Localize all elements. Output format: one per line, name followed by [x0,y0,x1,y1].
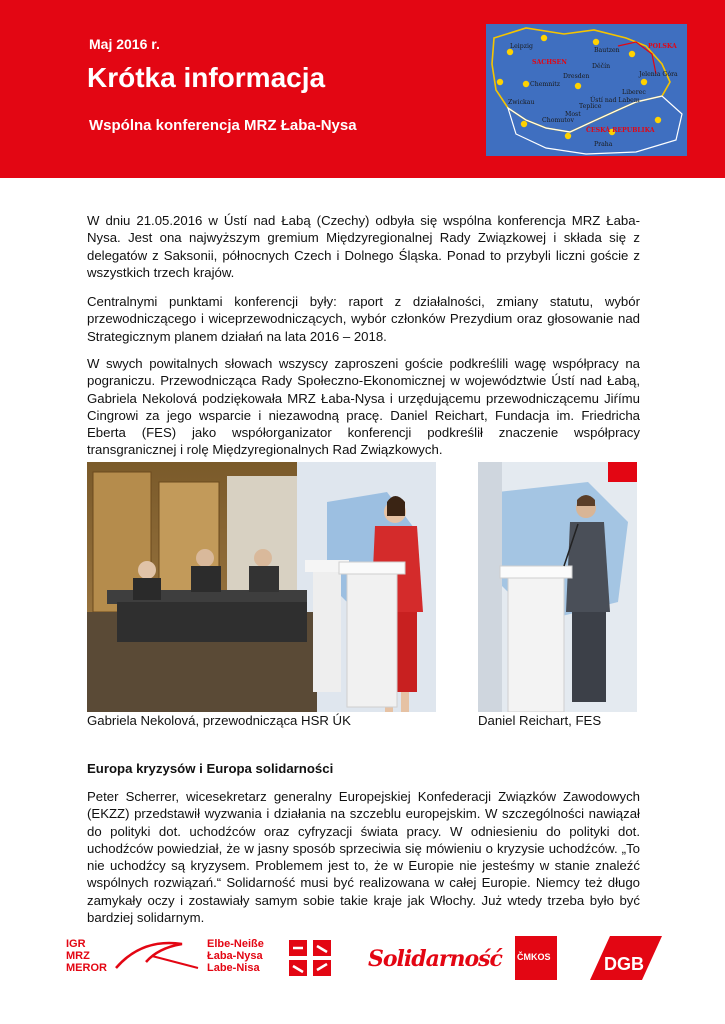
map-label-usti: Ústí nad Labem [590,97,640,104]
map-label-praha: Praha [594,141,613,148]
logo-igr-line-2: MRZ [66,950,90,962]
logo-solidarnosc: Solidarność [368,946,502,972]
logo-igr-line-3: MEROR [66,962,107,974]
map-label-jelenia: Jelenia Góra [639,71,678,78]
map-label-decin: Děčín [592,63,611,70]
logo-cmkos-text: ČMKOS [517,952,551,962]
logo-elbe [207,938,264,974]
map-label-bautzen: Bautzen [594,47,620,54]
page-title: Krótka informacja [87,62,326,93]
issue-date: Maj 2016 r. [89,36,160,52]
footer-logos [0,928,725,988]
logo-opzz-icon [287,936,335,980]
header-banner [0,0,725,178]
section-heading: Europa kryzysów i Europa solidarności [87,761,334,776]
paragraph-1: W dniu 21.05.2016 w Ústí nad Łabą (Czechy) odbyła się wspólna konferencja MRZ Łaba-Nysa. Jest ona najwyższym gremium Międzyregionalnej Rady Związkowej i składa się z delegatów z Saksonii, północnych Czech i Dolnego Śląska. Ponad to przybyli liczni goście z wszystkich trzech krajów. [87,213,640,280]
logo-elbe-line-1: Elbe-Neiße [207,938,264,950]
logo-dgb-text: DGB [604,954,644,974]
map-label-chomutov: Chomutov [542,117,575,124]
map-label-poland: POLSKA [648,43,677,50]
map-label-zwickau: Zwickau [508,99,535,106]
paragraph-4: Peter Scherrer, wicesekretarz generalny Europejskiej Konfederacji Związków Zawodowych (EKZZ) przedstawił wyzwania i działania na szczeblu europejskim. W szczególności nawiązał do polityki dot. uchodźców oraz cyfryzacji świata pracy. W odniesieniu do polityki dot. uchodźców powiedział, że w jasny sposób sprzeciwia się mówieniu o kryzysie uchodźców. „To nie uchodźcy są kryzysem. Problemem jest to, że w Europie nie jesteśmy w stanie znaleźć wspólnych rozwiązań.“ Solidarność musi być realizowana w całej Europie. Niemcy też długo zamykały oczy i zostawiały samym sobie takie kraje jak Włochy. Już wtedy trzeba było być bardziej solidarnym. [87,789,640,926]
page-subtitle: Wspólna konferencja MRZ Łaba-Nysa [89,117,357,134]
map-label-saxony: SACHSEN [532,59,567,66]
paragraph-3: W swych powitalnych słowach wszyscy zaproszeni goście podkreślili wagę współpracy na pograniczu. Przewodnicząca Rady Społeczno-Ekonomicznej w województwie Ústí nad Łabą, Gabriela Nekolová podziękowała MRZ Łaba-Nysa i urzędującemu przewodniczącemu Jiŕímu Cingrowi za jego wsparcie i niezawodną pracę. Daniel Reichart, Fundacja im. Friedricha Eberta (FES) jako współorganizator konferencji podkreślił znaczenie współpracy transgranicznej i rolę Międzyregionalnych Rad Związkowych. [87,356,640,458]
map-label-liberec: Liberec [622,89,646,96]
caption-right: Daniel Reichart, FES [478,713,602,728]
logo-dgb-icon [590,936,662,980]
map-label-leipzig: Leipzig [510,43,533,50]
map-label-most: Most [565,111,581,118]
map-label-teplice: Teplice [579,103,602,110]
logo-igr [66,938,107,974]
logo-cmkos [515,936,557,980]
paragraph-2: Centralnymi punktami konferencji były: raport z działalności, zmiany statutu, wybór przewodniczącego i wiceprzewodniczących, wybór członków Prezydium oraz głosowanie nad Strategicznym planem działań na lata 2016 – 2018. [87,294,640,344]
region-map [486,24,687,156]
logo-elbe-line-2: Łaba-Nysa [207,950,263,962]
logo-swoosh-icon [112,934,202,974]
photo-reichart [478,462,637,712]
map-label-czech: ČESKÁ REPUBLIKA [586,127,655,134]
map-label-dresden: Dresden [563,73,590,80]
logo-igr-line-1: IGR [66,938,86,950]
caption-left: Gabriela Nekolová, przewodnicząca HSR ÚK [87,713,351,728]
logo-elbe-line-3: Labe-Nisa [207,962,260,974]
photo-nekolova [87,462,436,712]
map-label-chemnitz: Chemnitz [530,81,560,88]
